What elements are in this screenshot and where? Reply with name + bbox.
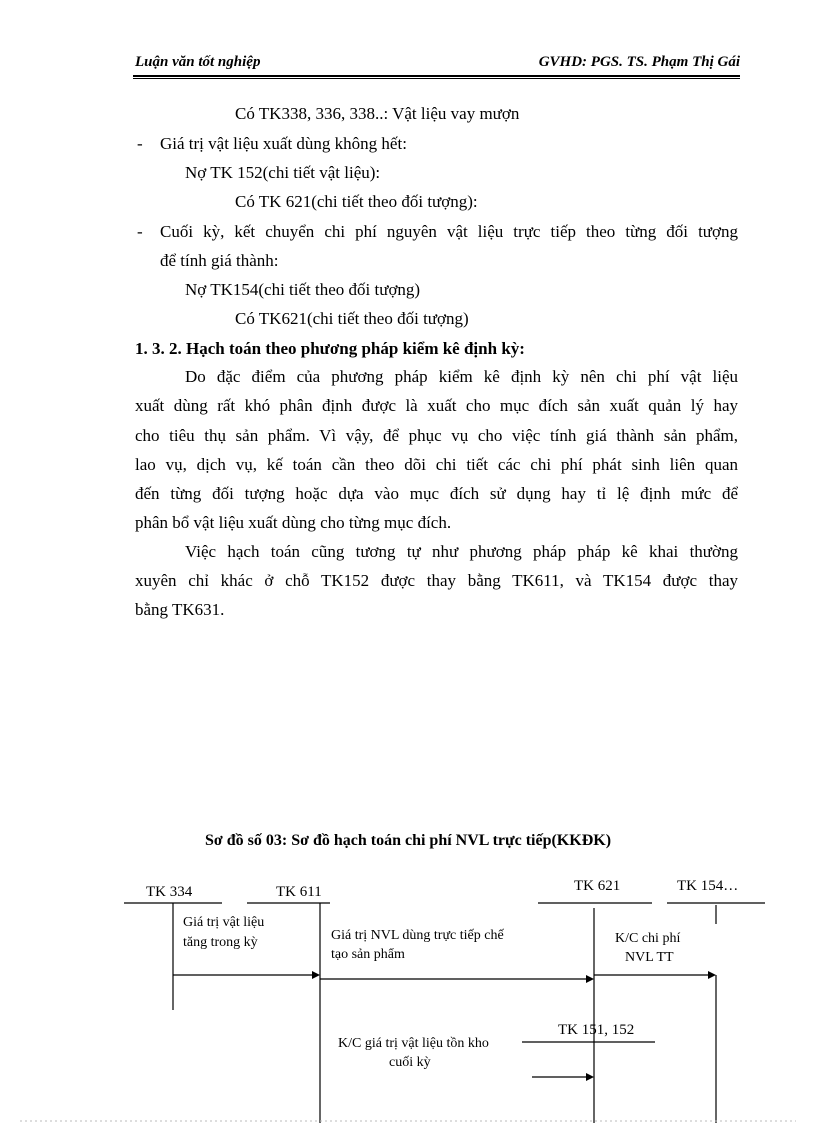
account-tk334: TK 334 <box>146 884 193 900</box>
label-direct-use-2: tạo sản phẩm <box>331 947 405 962</box>
entry-credit-621-b: Có TK621(chi tiết theo đối tượng) <box>235 309 469 328</box>
account-tk154: TK 154… <box>677 878 739 894</box>
paragraph-line: đến từng đối tượng hoặc dựa vào mục đích sử dụng hay tỉ lệ định mức để <box>135 484 738 503</box>
label-transfer-1: K/C chi phí <box>615 931 681 946</box>
bullet-period-end-cont: để tính giá thành: <box>160 251 279 270</box>
entry-credit-borrowed: Có TK338, 336, 338..: Vật liệu vay mượn <box>235 104 520 123</box>
paragraph-line: lao vụ, dịch vụ, kế toán cần theo dõi chi tiết các chi phí phát sinh liên quan <box>135 455 738 474</box>
entry-credit-621: Có TK 621(chi tiết theo đối tượng): <box>235 192 478 211</box>
label-increase-1: Giá trị vật liệu <box>183 915 265 930</box>
bullet-unused-materials: Giá trị vật liệu xuất dùng không hết: <box>160 134 407 153</box>
account-tk611: TK 611 <box>276 884 322 900</box>
account-tk621: TK 621 <box>574 878 621 894</box>
arrowhead <box>586 975 594 983</box>
bullet-dash: - <box>137 134 143 153</box>
paragraph-line: xuyên chỉ khác ở chỗ TK152 được thay bằng TK611, và TK154 được thay <box>135 571 738 590</box>
paragraph-line: cho tiêu thụ sản phẩm. Vì vậy, để phục vụ cho việc tính giá thành sản phẩm, <box>135 426 738 445</box>
account-tk151: TK 151, 152 <box>558 1022 635 1038</box>
entry-debit-152: Nợ TK 152(chi tiết vật liệu): <box>185 163 381 182</box>
bullet-period-end: Cuối kỳ, kết chuyển chi phí nguyên vật liệu trực tiếp theo từng đối tượng <box>160 222 738 241</box>
diagram-title: Sơ đồ số 03: Sơ đồ hạch toán chi phí NVL trực tiếp(KKĐK) <box>204 832 612 849</box>
header-thesis-label: Luận văn tốt nghiệp <box>135 54 261 70</box>
paragraph-line: xuất dùng rất khó phân định được là xuất cho mục đích sản xuất quản lý hay <box>135 396 738 415</box>
label-direct-use-1: Giá trị NVL dùng trực tiếp chế <box>331 928 504 943</box>
paragraph-line: Việc hạch toán cũng tương tự như phương pháp pháp kê khai thường <box>185 542 738 561</box>
paragraph-line: bằng TK631. <box>135 600 225 619</box>
label-increase-2: tăng trong kỳ <box>183 935 258 950</box>
paragraph-line: Do đặc điểm của phương pháp kiểm kê định kỳ nên chi phí vật liệu <box>185 367 738 386</box>
arrowhead <box>708 971 716 979</box>
label-transfer-2: NVL TT <box>625 950 674 965</box>
header-supervisor-label: GVHD: PGS. TS. Phạm Thị Gái <box>538 54 740 70</box>
label-inventory-2: cuối kỳ <box>389 1055 431 1070</box>
arrowhead <box>312 971 320 979</box>
entry-debit-154: Nợ TK154(chi tiết theo đối tượng) <box>185 280 421 299</box>
arrowhead <box>586 1073 594 1081</box>
section-heading: 1. 3. 2. Hạch toán theo phương pháp kiểm kê định kỳ: <box>135 339 525 358</box>
bullet-dash: - <box>137 222 143 241</box>
label-inventory-1: K/C giá trị vật liệu tồn kho <box>338 1036 489 1051</box>
paragraph-line: phân bổ vật liệu xuất dùng cho từng mục đích. <box>135 513 452 532</box>
